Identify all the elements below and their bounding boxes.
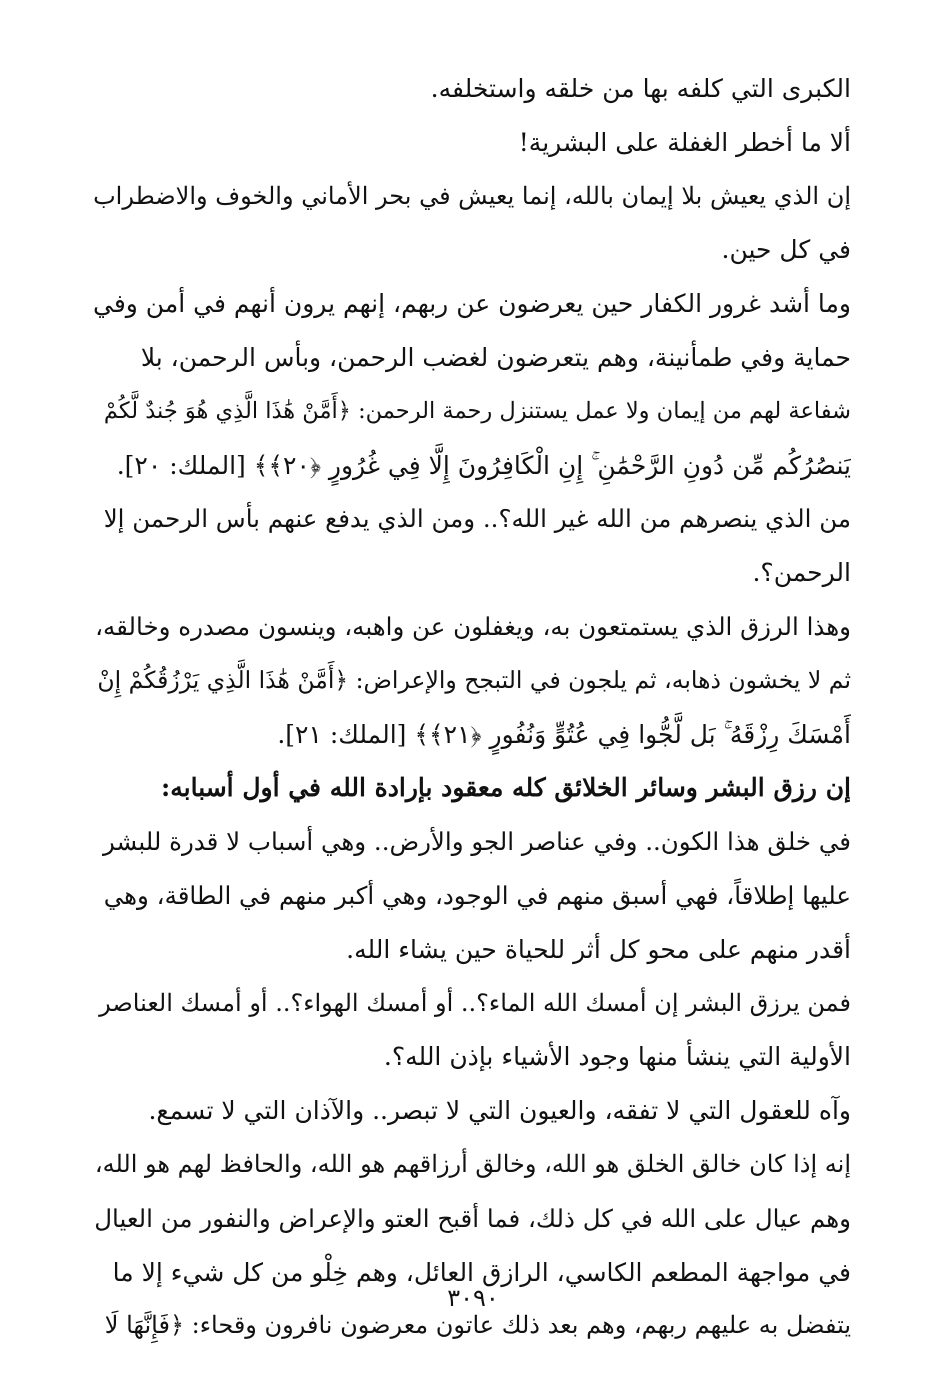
text-line: الرحمن؟.: [752, 558, 851, 588]
text-line: وآه للعقول التي لا تفقه، والعيون التي لا تبصر.. والآذان التي لا تسمع.: [148, 1096, 851, 1126]
body-text: [92, 62, 851, 1353]
text-line: من الذي ينصرهم من الله غير الله؟.. ومن الذي يدفع عنهم بأس الرحمن إلا: [103, 504, 851, 534]
page-number: ٣٠٩٠: [447, 1284, 499, 1312]
text-line: في مواجهة المطعم الكاسي، الرازق العائل، وهم خِلْو من كل شيء إلا ما: [112, 1257, 851, 1287]
text-line: أقدر منهم على محو كل أثر للحياة حين يشاء الله.: [346, 934, 851, 964]
text-line: الأولية التي ينشأ منها وجود الأشياء بإذن الله؟.: [383, 1042, 851, 1072]
text-line: وهذا الرزق الذي يستمتعون به، ويغفلون عن واهبه، وينسون مصدره وخالقه،: [95, 611, 851, 641]
text-line: شفاعة لهم من إيمان ولا عمل يستنزل رحمة الرحمن: ﴿أَمَّنْ هَٰذَا الَّذِي هُوَ جُندٌ لَّكُمْ: [103, 397, 851, 424]
text-line: إنه إذا كان خالق الخلق هو الله، وخالق أرزاقهم هو الله، والحافظ لهم هو الله،: [94, 1149, 851, 1178]
quran-verse-line: يَنصُرُكُم مِّن دُونِ الرَّحْمَٰنِ ۚ إِنِ الْكَافِرُونَ إِلَّا فِي غُرُورٍ ﴿٢٠﴾﴾ [الملك: ٢٠].: [116, 450, 851, 480]
text-line: ألا ما أخطر الغفلة على البشرية!: [518, 127, 851, 157]
section-heading: إن رزق البشر وسائر الخلائق كله معقود بإرادة الله في أول أسبابه:: [160, 773, 851, 803]
text-line: عليها إطلاقاً، فهي أسبق منهم في الوجود، وهي أكبر منهم في الطاقة، وهي: [103, 880, 851, 910]
text-line: فمن يرزق البشر إن أمسك الله الماء؟.. أو أمسك الهواء؟.. أو أمسك العناصر: [99, 988, 851, 1017]
text-line: وهم عيال على الله في كل ذلك، فما أقبح العتو والإعراض والنفور من العيال: [94, 1203, 851, 1233]
text-line: في خلق هذا الكون.. وفي عناصر الجو والأرض.. وهي أسباب لا قدرة للبشر: [102, 827, 851, 857]
text-line: حماية وفي طمأنينة، وهم يتعرضون لغضب الرحمن، وبأس الرحمن، بلا: [140, 342, 851, 372]
text-line: يتفضل به عليهم ربهم، وهم بعد ذلك عاتون معرضون نافرون وقحاء: ﴿فَإِنَّهَا لَا: [104, 1311, 851, 1340]
text-line: وما أشد غرور الكفار حين يعرضون عن ربهم، إنهم يرون أنهم في أمن وفي: [92, 289, 851, 319]
text-line: في كل حين.: [721, 235, 851, 265]
text-line: ثم لا يخشون ذهابه، ثم يلجون في التبجح والإعراض: ﴿أَمَّنْ هَٰذَا الَّذِي يَرْزُقُكُمْ إِنْ: [97, 665, 851, 694]
text-line: إن الذي يعيش بلا إيمان بالله، إنما يعيش في بحر الأماني والخوف والاضطراب: [93, 181, 851, 210]
text-line: الكبرى التي كلفه بها من خلقه واستخلفه.: [430, 74, 851, 103]
quran-verse-line: أَمْسَكَ رِزْقَهُ ۚ بَل لَّجُّوا فِي عُتُوٍّ وَنُفُورٍ ﴿٢١﴾﴾ [الملك: ٢١].: [277, 719, 851, 749]
